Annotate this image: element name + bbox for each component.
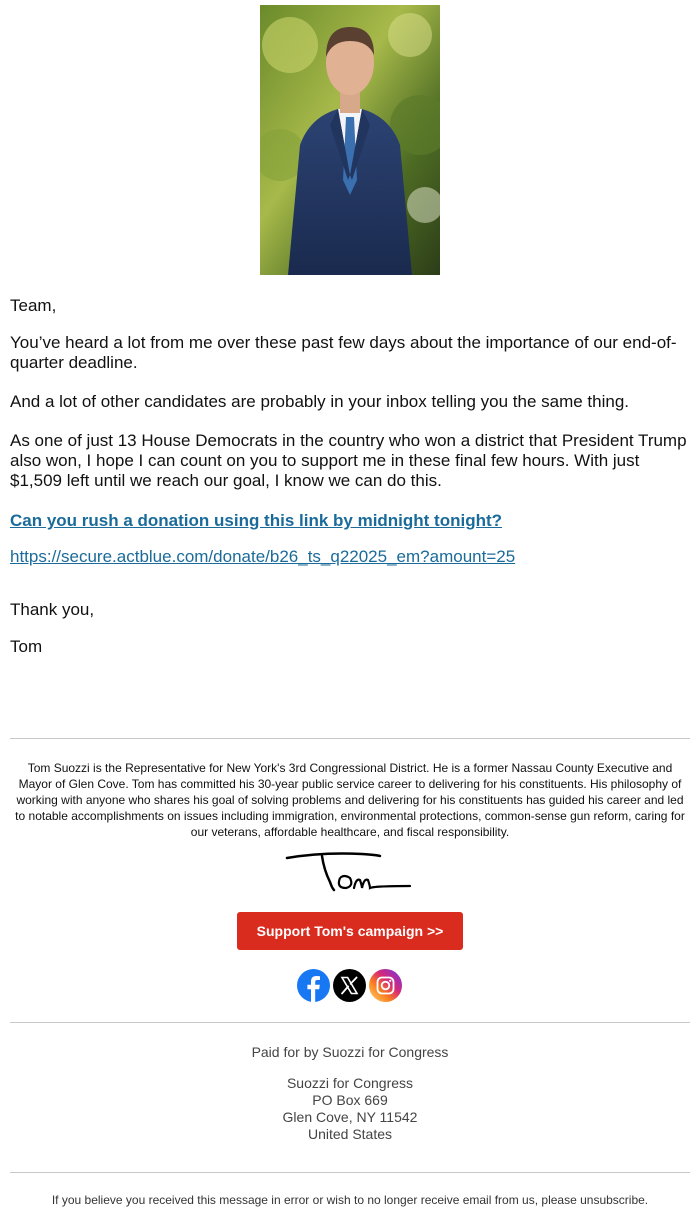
unsubscribe-notice[interactable]: If you believe you received this message in error or wish to no longer receive email from us, please unsubscribe. (51, 1193, 649, 1207)
candidate-photo (260, 5, 440, 275)
greeting: Team, (10, 296, 57, 315)
paragraph-goal: As one of just 13 House Democrats in the country who won a district that President Trump also won, I hope I can count on you to support me in these final few hours. With just $1,509 left until we reach our goal, I know we can do this. (10, 431, 687, 490)
address-line-4: United States (307, 1126, 393, 1142)
paragraph-deadline: You’ve heard a lot from me over these past few days about the importance of our end-of-quarter deadline. (10, 333, 677, 372)
divider (10, 1172, 690, 1173)
divider (10, 738, 690, 739)
closing: Thank you, (10, 600, 95, 619)
address-line-3: Glen Cove, NY 11542 (282, 1109, 418, 1125)
divider (10, 1022, 690, 1023)
facebook-icon[interactable] (297, 969, 330, 1002)
paragraph-other-candidates: And a lot of other candidates are probably in your inbox telling you the same thing. (10, 392, 629, 411)
address-line-1: Suozzi for Congress (286, 1075, 414, 1091)
signature-image (282, 848, 417, 903)
instagram-icon[interactable] (369, 969, 402, 1002)
candidate-bio: Tom Suozzi is the Representative for New York's 3rd Congressional District. He is a former Nassau County Executive and Mayor of Glen Cove. Tom has committed his 30-year public service career to delivering for his constituents. His philosophy of working with anyone who shares his goal of solving problems and delivering for his constituents has guided his career and led to notable accomplishments on issues including immigration, environmental protections, common-sense gun reform, caring for our veterans, affordable healthcare, and fiscal responsibility. (15, 761, 685, 839)
support-campaign-button[interactable]: Support Tom's campaign >> (237, 912, 463, 950)
x-icon[interactable] (333, 969, 366, 1002)
address-line-2: PO Box 669 (312, 1092, 388, 1108)
donate-url-link[interactable]: https://secure.actblue.com/donate/b26_ts_q22025_em?amount=25 (10, 547, 516, 566)
donation-cta-link[interactable]: Can you rush a donation using this link by midnight tonight? (10, 511, 503, 530)
signoff: Tom (10, 637, 43, 656)
paid-for-disclaimer: Paid for by Suozzi for Congress (251, 1044, 449, 1060)
